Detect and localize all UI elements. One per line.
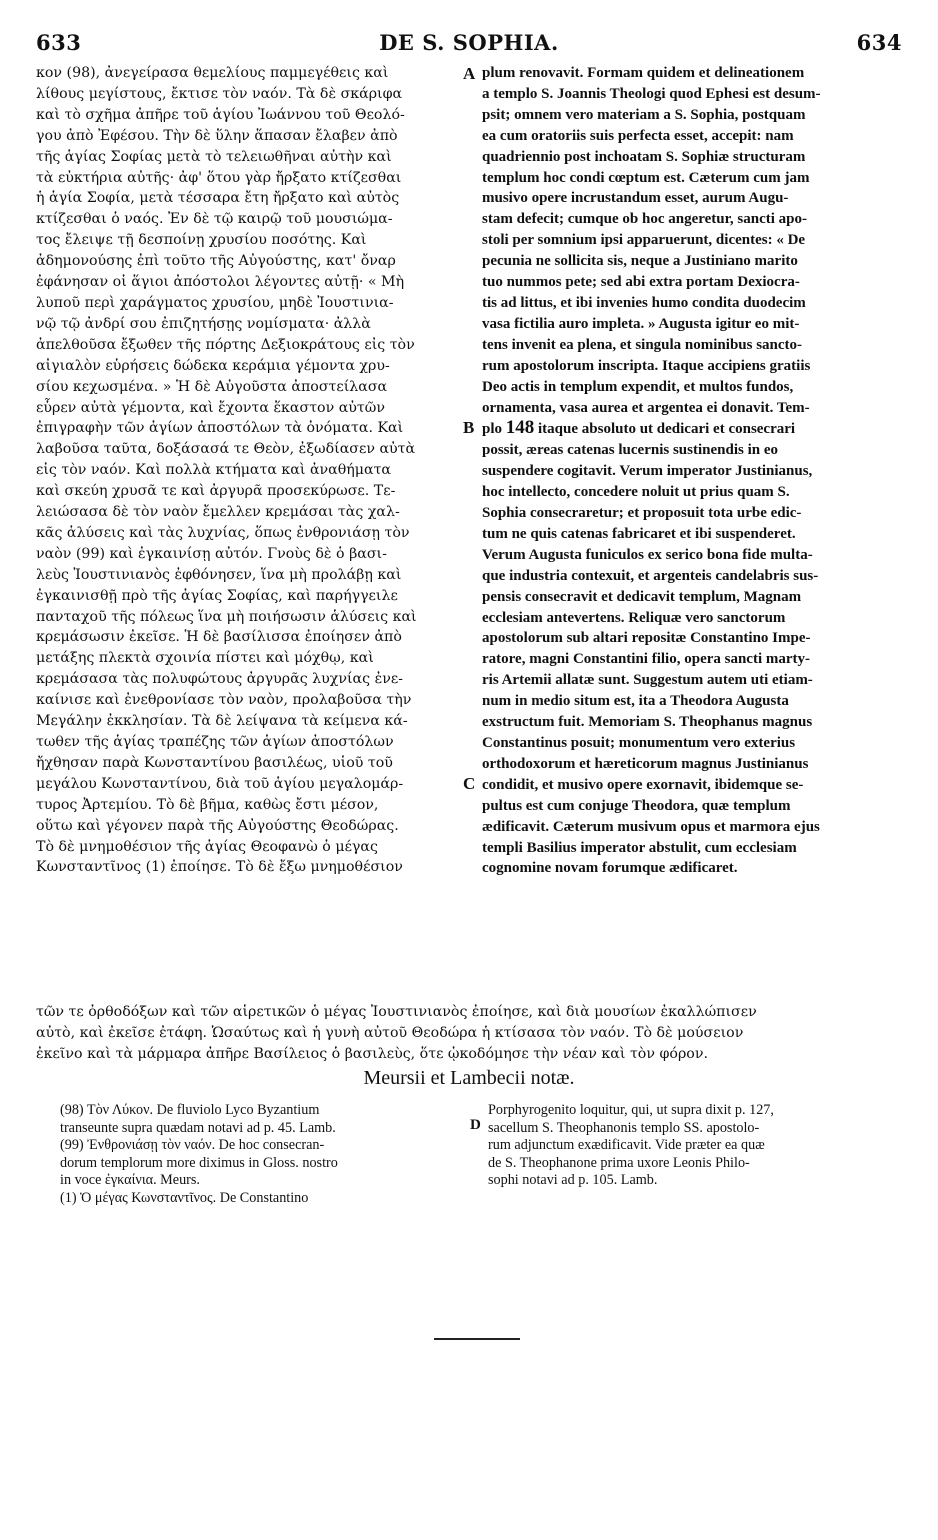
latin-text-line: cognomine novam forumque ædificaret. bbox=[482, 860, 738, 877]
latin-text-line: Verum Augusta funiculos ex serico bona fide multa- bbox=[482, 546, 813, 563]
greek-text-line: σίου κεχωσμένα. » Ἡ δὲ Αὐγοῦστα ἀποστείλασα bbox=[36, 378, 388, 395]
latin-text-line: ratore, magni Constantini filio, opera sancti marty- bbox=[482, 651, 811, 668]
latin-text-line: ris Artemii allatæ sunt. Suggestum autem uti etiam- bbox=[482, 672, 813, 689]
latin-text-line: tum ne quis catenas fabricaret et ibi suspenderet. bbox=[482, 525, 796, 542]
end-rule bbox=[434, 1338, 520, 1340]
greek-text-line: λειώσασα δὲ τὸν ναὸν ἔμελλεν κρεμάσαι τὰς χαλ- bbox=[36, 504, 400, 521]
latin-text-line: stoli per somnium ipsi apparuerunt, dicentes: « De bbox=[482, 232, 806, 249]
greek-text-line: λίθους μεγίστους, ἔκτισε τὸν ναόν. Τὰ δὲ σκάριφα bbox=[36, 85, 403, 102]
margin-letter-a: A bbox=[463, 64, 476, 83]
latin-text-line: vasa fictilia auro impleta. » Augusta igitur eo mit- bbox=[482, 315, 800, 332]
greek-text-line: λυποῦ περὶ χαράγματος χρυσίου, μηδὲ Ἰουστινια- bbox=[36, 294, 394, 311]
latin-text-line: tens invenit ea plena, et singula nominibus sancto- bbox=[482, 336, 803, 353]
greek-text-line: εὗρεν αὐτὰ γέμοντα, καὶ ἔχοντα ἕκαστον αὐτῶν bbox=[36, 399, 385, 416]
note-line: sacellum S. Theophanonis templo SS. apostolo- bbox=[488, 1119, 760, 1136]
greek-text-line: πανταχοῦ τῆς πόλεως ἵνα μὴ ποιήσωσιν ἁλύσεις καὶ bbox=[36, 608, 417, 625]
latin-text-line: Constantinus posuit; monumentum vero exterius bbox=[482, 735, 796, 751]
running-title: DE S. SOPHIA. bbox=[379, 30, 559, 55]
latin-text-line: psit; omnem vero materiam a S. Sophia, postquam bbox=[482, 106, 806, 123]
note-line: (98) Τὸν Λύκον. De fluviolo Lyco Byzantium bbox=[60, 1102, 320, 1118]
latin-text-line: condidit, et musivo opere exornavit, ibidemque se- bbox=[482, 776, 804, 793]
notes-left-column bbox=[60, 1102, 470, 1207]
latin-text-line: Deo actis in templum expendit, et multos fundos, bbox=[482, 378, 794, 395]
page-number-right: 634 bbox=[856, 30, 902, 55]
greek-text-line: τωθεν τῆς ἁγίας τραπέζης τῶν ἁγίων ἀποστόλων bbox=[36, 734, 394, 750]
greek-text-line: καίνισε καὶ ἐνεθρονίασε τὸν ναὸν, προλαβοῦσα τὴν bbox=[36, 692, 412, 709]
latin-text-line: que industria contexuit, et argenteis candelabris sus- bbox=[482, 567, 819, 584]
greek-text-line: τῶν τε ὀρθοδόξων καὶ τῶν αἱρετικῶν ὁ μέγας Ἰουστινιανὸς ἐποίησε, καὶ διὰ μουσίων ἐκαλλώπισεν bbox=[36, 1004, 757, 1020]
margin-letter-c: C bbox=[463, 774, 476, 793]
greek-text-line: αἰγιαλὸν εὑρήσεις δώδεκα κεράμια γέμοντα χρυ- bbox=[36, 357, 390, 374]
greek-text-line: κτίζεσθαι ὁ ναός. Ἐν δὲ τῷ καιρῷ τοῦ μουσιώμα- bbox=[36, 211, 393, 228]
note-line: (99) Ἐνθρονιάσῃ τὸν ναόν. De hoc consecran- bbox=[60, 1137, 325, 1153]
latin-text-line: num in medio situm est, ita a Theodora Augusta bbox=[482, 693, 789, 710]
greek-text-line: νῷ τῷ ἀνδρί σου ἐπιζητήσῃς νομίσματα· ἀλλὰ bbox=[36, 315, 371, 332]
greek-column bbox=[36, 63, 464, 878]
greek-text-line: Τὸ δὲ μνημοθέσιον τῆς ἁγίας Θεοφανὼ ὁ μέγας bbox=[36, 838, 378, 855]
greek-text-line: ἐπιγραφὴν τῶν ἁγίων ἀποστόλων τὰ ὀνόματα. Καὶ bbox=[36, 420, 404, 437]
note-line: dorum templorum more diximus in Gloss. nostro bbox=[60, 1154, 338, 1171]
greek-text-line: κρεμάσωσιν ἐκεῖσε. Ἡ δὲ βασίλισσα ἐποίησεν ἀπὸ bbox=[36, 629, 402, 646]
greek-text-line: τος ἔλειψε τῇ δεσποίνῃ χρυσίου ποσότης. Καὶ bbox=[36, 232, 367, 249]
latin-text-line: possit, æreas catenas lucernis sustinendis in eo bbox=[482, 442, 779, 459]
latin-text-line: musivo opere incrustandum esset, aurum Augu- bbox=[482, 190, 789, 207]
latin-text-line: tuo nummos pete; sed abi extra portam Dexiocra- bbox=[482, 274, 800, 291]
latin-text-line: exstructum fuit. Memoriam S. Theophanus magnus bbox=[482, 714, 813, 731]
latin-text-line: pultus est cum conjuge Theodora, quæ templum bbox=[482, 797, 791, 814]
latin-text-line: templi Basilius imperator abstulit, cum ecclesiam bbox=[482, 839, 797, 856]
latin-text-line: tis ad littus, et ibi invenies humo condita duodecim bbox=[482, 294, 806, 311]
greek-text-line: γου ἀπὸ Ἐφέσου. Τὴν δὲ ὕλην ἅπασαν ἔλαβεν ἀπὸ bbox=[36, 127, 398, 144]
note-line: de S. Theophanone prima uxore Leonis Philo- bbox=[488, 1154, 750, 1171]
greek-text-line: ἀπελθοῦσα ἔξωθεν τῆς πόρτης Δεξιοκράτους εἰς τὸν bbox=[36, 336, 415, 353]
latin-text-line: plum renovavit. Formam quidem et delineationem bbox=[482, 65, 805, 81]
latin-text-line: stam defecit; cumque ob hoc angeretur, sancti apo- bbox=[482, 211, 807, 228]
latin-text-line: Sophia consecraretur; et proposuit tota urbe edic- bbox=[482, 505, 802, 522]
latin-text-line: orthodoxorum et hæreticorum magnus Justinianus bbox=[482, 755, 809, 772]
latin-text-line: ornamenta, vasa aurea et argentea ei donavit. Tem- bbox=[482, 399, 810, 416]
page-header bbox=[36, 30, 902, 56]
latin-text-line: a templo S. Joannis Theologi quod Ephesi est desum- bbox=[482, 85, 821, 102]
greek-text-line: ἤχθησαν παρὰ Κωνσταντίνου βασιλέως, υἱοῦ τοῦ bbox=[36, 754, 393, 771]
notes-right-column bbox=[488, 1102, 908, 1190]
greek-text-line: λαβοῦσα ταῦτα, δοξάσασά τε Θεὸν, ἐξωδίασεν αὐτὰ bbox=[36, 441, 416, 458]
latin-text-line: apostolorum sub altari repositæ Constantino Impe- bbox=[482, 630, 811, 647]
latin-text-line: suspendere cogitavit. Verum imperator Justinianus, bbox=[482, 463, 813, 480]
greek-text-line: τῆς ἁγίας Σοφίας μετὰ τὸ τελειωθῆναι αὐτὴν καὶ bbox=[36, 148, 392, 165]
greek-text-line: ναὸν (99) καὶ ἐγκαινίσῃ αὐτόν. Γνοὺς δὲ ὁ βασι- bbox=[36, 545, 387, 562]
greek-text-line: λεὺς Ἰουστινιανὸς ἐφθόνησεν, ἵνα μὴ προλάβῃ καὶ bbox=[36, 566, 402, 583]
greek-text-line: Μεγάλην ἐκκλησίαν. Τὰ δὲ λείψανα τὰ κείμενα κά- bbox=[36, 713, 408, 730]
latin-text-line: ædificavit. Cæterum musivum opus et marmora ejus bbox=[482, 818, 820, 835]
note-line: (1) Ὁ μέγας Κωνσταντῖνος. De Constantino bbox=[60, 1189, 309, 1206]
latin-text-line: pensis consecravit et dedicavit templum, Magnam bbox=[482, 588, 802, 605]
greek-text-line: εἰς τὸν ναόν. Καὶ πολλὰ κτήματα καὶ ἀναθήματα bbox=[36, 462, 392, 479]
greek-text-line: κον (98), ἀνεγείρασα θεμελίους παμμεγέθεις καὶ bbox=[36, 65, 389, 81]
greek-text-line: κᾶς ἁλύσεις καὶ τὰς λυχνίας, ὅπως ἐνθρονιάσῃ τὸν bbox=[36, 524, 410, 541]
greek-text-line: τυρος Ἀρτεμίου. Τὸ δὲ βῆμα, καθὼς ἔστι μέσον, bbox=[36, 796, 379, 813]
text-line-part: plo bbox=[482, 421, 506, 438]
notes-title: Meursii et Lambecii notæ. bbox=[363, 1067, 575, 1089]
latin-text-line: ecclesiam antevertens. Reliquæ vero sanctorum bbox=[482, 609, 786, 626]
latin-text-line: hoc intellecto, concedere noluit ut prius quam S. bbox=[482, 484, 790, 501]
greek-text-line: τὰ εὐκτήρια αὐτῆς· ἀφ' ὅτου γὰρ ἤρξατο κτίζεσθαι bbox=[36, 169, 402, 186]
latin-text-line: rum apostolorum inscripta. Itaque accipiens gratiis bbox=[482, 357, 811, 374]
latin-text-line: ea cum oratoriis suis perfecta esset, accepit: nam bbox=[482, 127, 794, 144]
greek-text-line: Κωνσταντῖνος (1) ἐποίησε. Τὸ δὲ ἔξω μνημοθέσιον bbox=[36, 859, 403, 876]
greek-text-line: καὶ σκεύη χρυσᾶ τε καὶ ἀργυρᾶ προσεκύρωσε. Τε- bbox=[36, 483, 396, 500]
note-line: sophi notavi ad p. 105. Lamb. bbox=[488, 1172, 658, 1188]
greek-text-line: μεγάλου Κωνσταντίνου, διὰ τοῦ ἁγίου μεγαλομάρ- bbox=[36, 775, 404, 792]
greek-text-line: κρεμάσασα τὰς πολυφώτους ἀργυρᾶς λυχνίας ἐνε- bbox=[36, 671, 403, 688]
greek-text-line: καὶ τὸ σχῆμα ἀπῆρε τοῦ ἁγίου Ἰωάννου τοῦ Θεολό- bbox=[36, 106, 405, 123]
greek-text-line: ἀδημονούσης ἐπὶ τοῦτο τῆς Αὐγούστης, κατ' ὄναρ bbox=[36, 253, 396, 270]
greek-text-line: ἡ ἁγία Σοφία, μετὰ τέσσαρα ἔτη ἤρξατο καὶ αὐτὸς bbox=[36, 190, 400, 207]
notes-margin-letter: D bbox=[470, 1117, 481, 1133]
full-width-greek bbox=[36, 1002, 902, 1065]
greek-text-line: αὐτὸ, καὶ ἐκεῖσε ἐτάφη. Ὡσαύτως καὶ ἡ γυνὴ αὐτοῦ Θεοδώρα ἡ κτίσασα τὸν ναόν. Τὸ δὲ μούσειον bbox=[36, 1025, 744, 1041]
greek-text-line: ἐγκαινισθῇ πρὸ τῆς ἁγίας Σοφίας, καὶ παρήγγειλε bbox=[36, 587, 398, 604]
note-line: transeunte supra quædam notavi ad p. 45. Lamb. bbox=[60, 1119, 336, 1136]
latin-text-line: templum hoc condi cœptum est. Cæterum cum jam bbox=[482, 169, 810, 186]
margin-letter-b: B bbox=[463, 418, 475, 437]
greek-text-line: ἐφάνησαν οἱ ἅγιοι ἀπόστολοι λέγοντες αὐτῇ· « Μὴ bbox=[36, 274, 405, 291]
greek-text-line: οὕτω καὶ γέγονεν παρὰ τῆς Αὐγούστης Θεοδώρας. bbox=[36, 817, 399, 834]
latin-column bbox=[482, 63, 902, 879]
page-number-left: 633 bbox=[36, 30, 82, 55]
note-line: rum adjunctum exædificavit. Vide præter ea quæ bbox=[488, 1137, 765, 1153]
note-line: in voce ἐγκαίνια. Meurs. bbox=[60, 1172, 200, 1188]
column-number: 148 bbox=[505, 417, 535, 439]
latin-text-line: pecunia ne sollicita sis, neque a Justiniano marito bbox=[482, 253, 798, 270]
latin-text-line: quadriennio post inchoatam S. Sophiæ structuram bbox=[482, 148, 806, 165]
greek-text-line: ἐκεῖνο καὶ τὰ μάρμαρα ἀπῆρε Βασίλειος ὁ βασιλεὺς, ὅτε ᾠκοδόμησε τὴν νέαν καὶ τὸν φόρον. bbox=[36, 1046, 708, 1062]
text-line-part: itaque absoluto ut dedicari et consecrari bbox=[534, 421, 796, 438]
latin-text-line bbox=[482, 418, 902, 440]
greek-text-line: μετάξης πλεκτὰ σχοινία πίστει καὶ μόχθῳ, καὶ bbox=[36, 650, 374, 667]
note-line: Porphyrogenito loquitur, qui, ut supra dixit p. 127, bbox=[488, 1102, 774, 1118]
